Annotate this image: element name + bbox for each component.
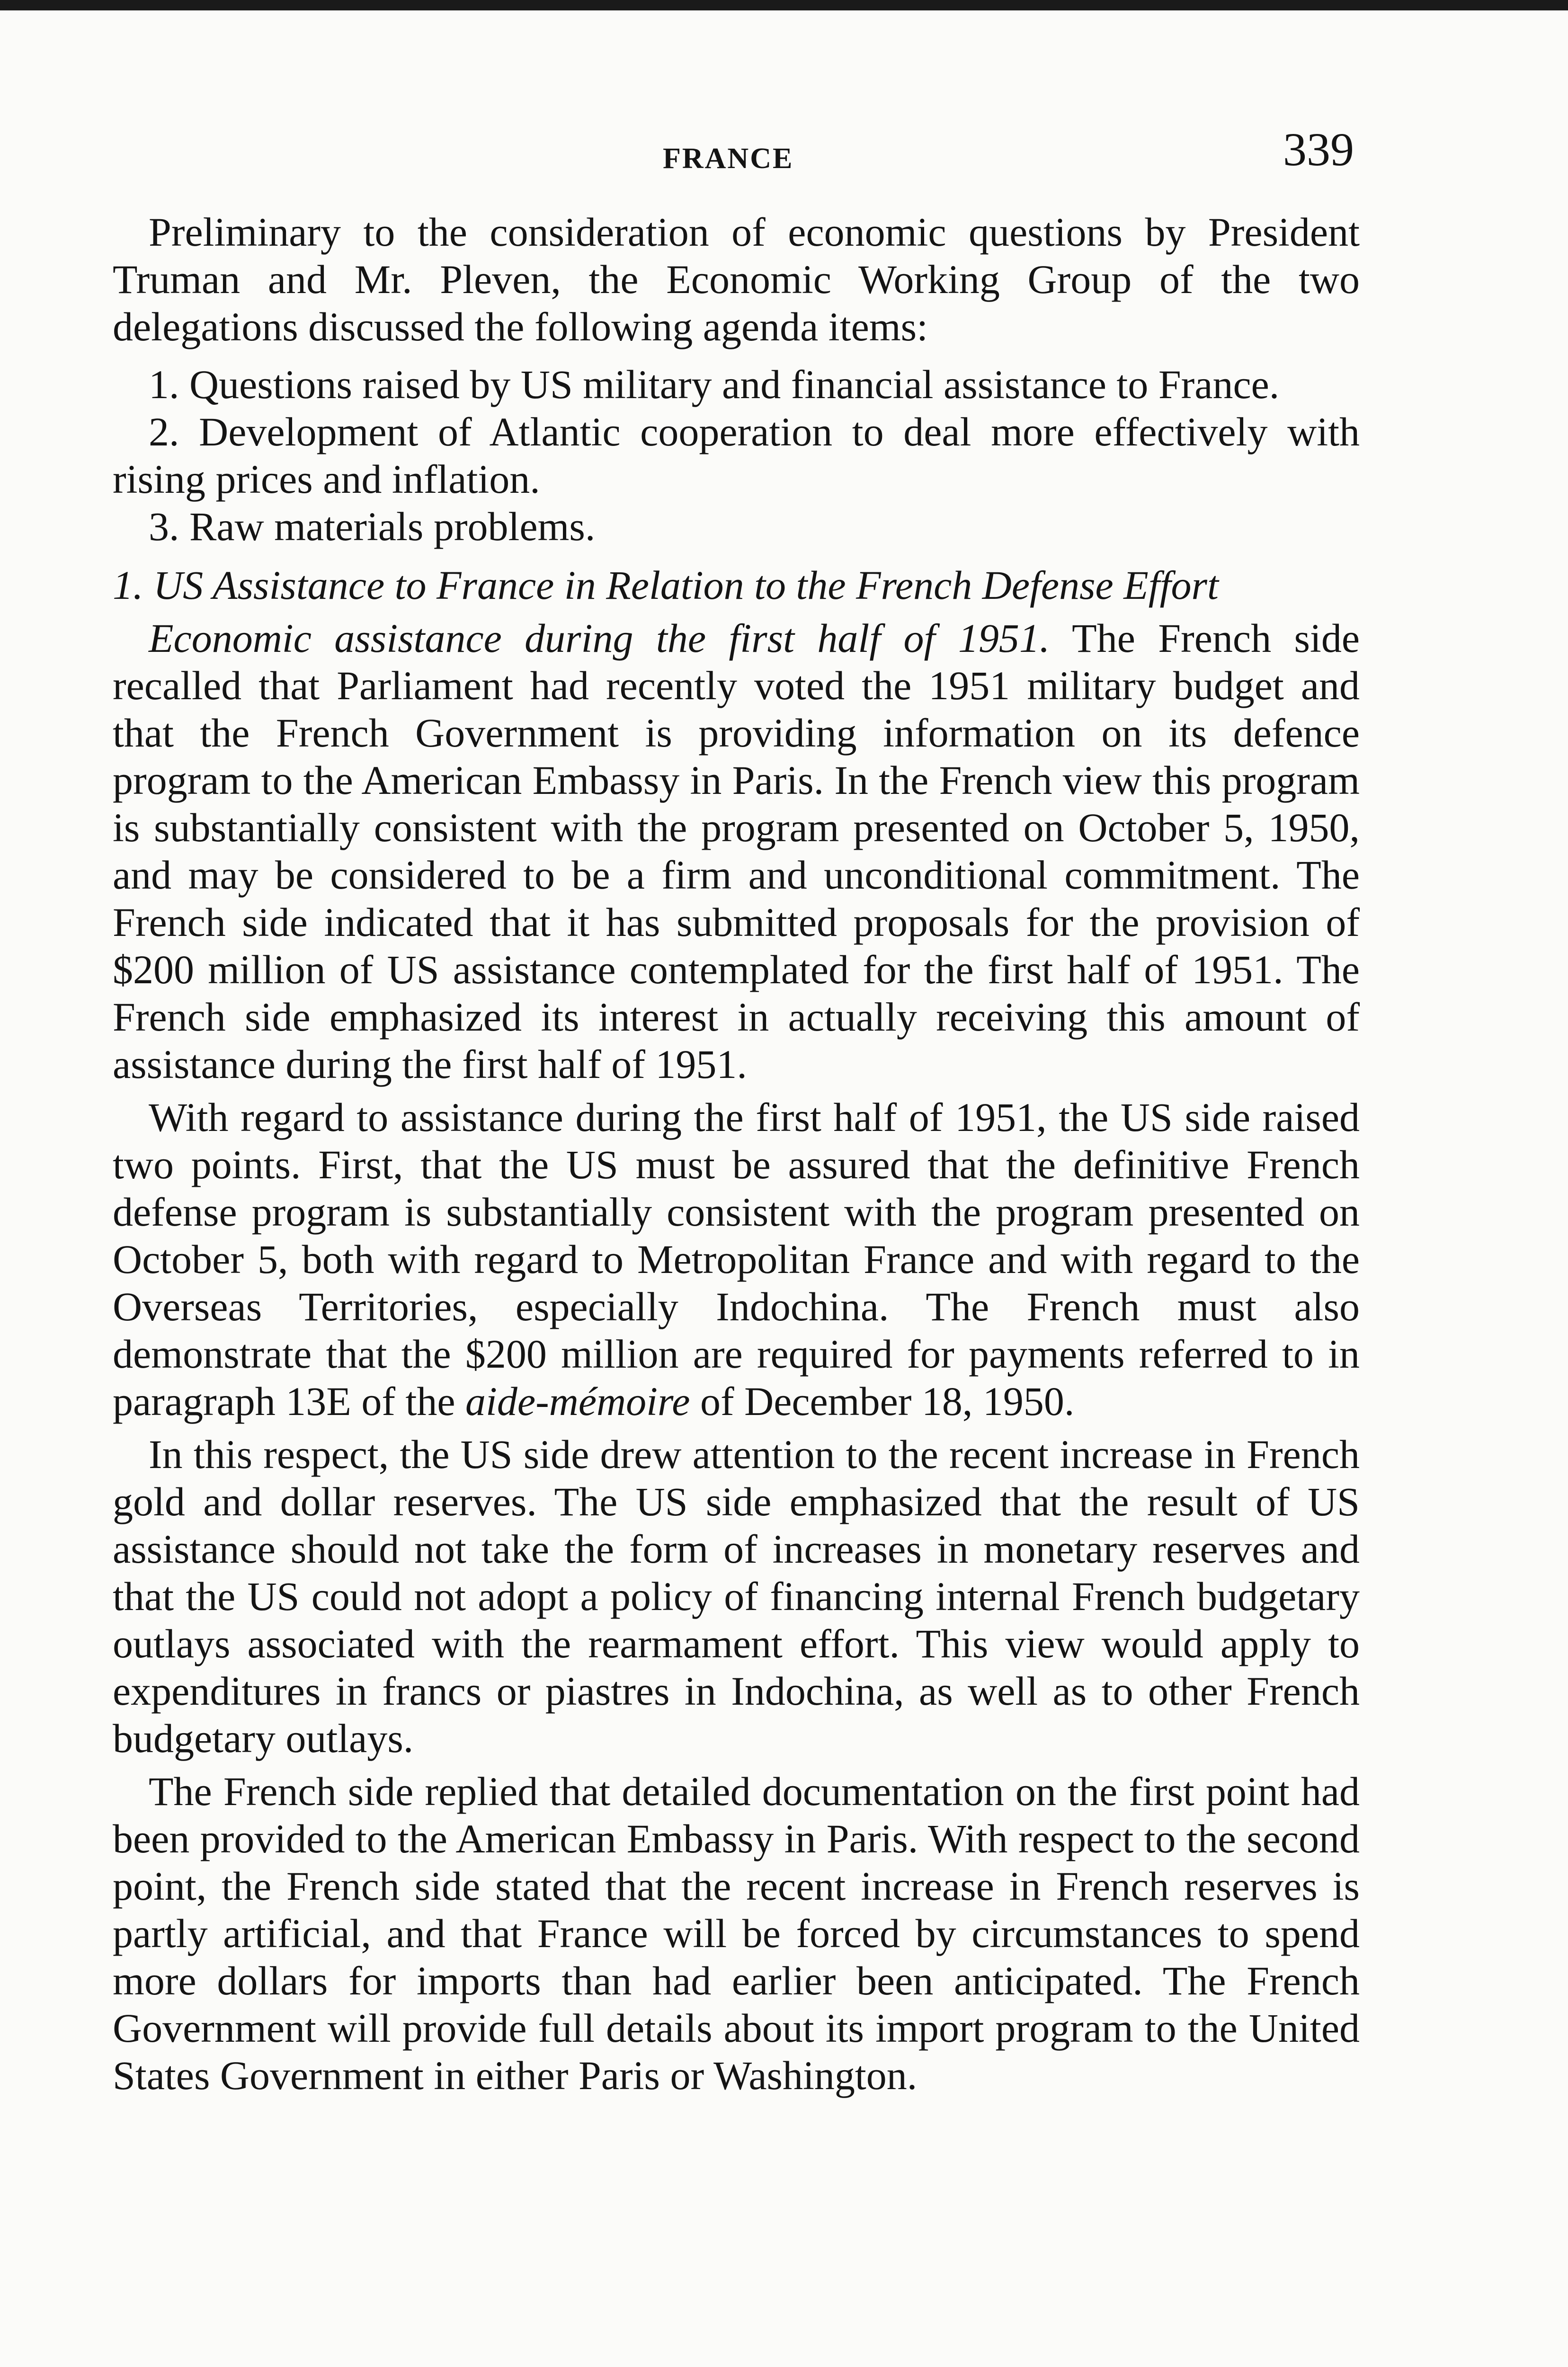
paragraph-text: The French side recalled that Parliament had recently voted the 1951 military budget and that the French Government is providing information on its defence program to the American Embassy in Paris. In the French view this program is substantially consistent with the program presented on October 5, 1950, and may be considered to be a firm and unconditional commitment. The French side indicated that it has submitted proposals for the provision of $200 million of US assistance contemplated for the first half of 1951. The French side emphasized its interest in actually receiving this amount of assistance during the first half of 1951.: [113, 615, 1360, 1087]
paragraph-text: With regard to assistance during the first half of 1951, the US side raised two points. First, that the US must be assured that the definitive French defense program is substantially consistent with the program presented on October 5, both with regard to Metropolitan France and with regard to the Overseas Territories, especially Indochina. The French must also demonstrate that the $200 million are required for payments referred to in paragraph 13E of the: [113, 1095, 1360, 1424]
run-in-heading: Economic assistance during the first half of 1951.: [149, 615, 1050, 661]
agenda-item-2: 2. Development of Atlantic cooperation to deal more effectively with rising prices and inflation.: [113, 409, 1360, 502]
paragraph-text-tail: of December 18, 1950.: [690, 1379, 1075, 1424]
document-body: [113, 208, 1360, 2105]
agenda-list: [113, 361, 1360, 550]
scan-edge-border: [0, 0, 1568, 10]
paragraph-us-points: [113, 1094, 1360, 1425]
page-number: 339: [1283, 123, 1354, 176]
agenda-item-3: 3. Raw materials problems.: [149, 504, 596, 549]
section-heading: 1. US Assistance to France in Relation to the French Defense Effort: [113, 562, 1219, 608]
agenda-item-1: 1. Questions raised by US military and financial assistance to France.: [149, 362, 1280, 407]
paragraph-french-reply: The French side replied that detailed documentation on the first point had been provided to the American Embassy in Paris. With respect to the second point, the French side stated that the recent increase in French reserves is partly artificial, and that France will be forced by circumstances to spend more dollars for imports than had earlier been anticipated. The French Government will provide full details about its import program to the United States Government in either Paris or Washington.: [113, 1769, 1360, 2098]
paragraph-economic-assistance: [113, 614, 1360, 1088]
running-head: FRANCE: [663, 142, 794, 175]
intro-paragraph: Preliminary to the consideration of economic questions by President Truman and Mr. Pleven, the Economic Working Group of the two delegations discussed the following agenda items:: [113, 209, 1360, 349]
paragraph-reserves: In this respect, the US side drew attention to the recent increase in French gold and dollar reserves. The US side emphasized that the result of US assistance should not take the form of increases in monetary reserves and that the US could not adopt a policy of financing internal French budgetary outlays associated with the rearmament effort. This view would apply to expenditures in francs or piastres in Indochina, as well as to other French budgetary outlays.: [113, 1432, 1360, 1761]
italic-term: aide-mémoire: [465, 1379, 690, 1424]
